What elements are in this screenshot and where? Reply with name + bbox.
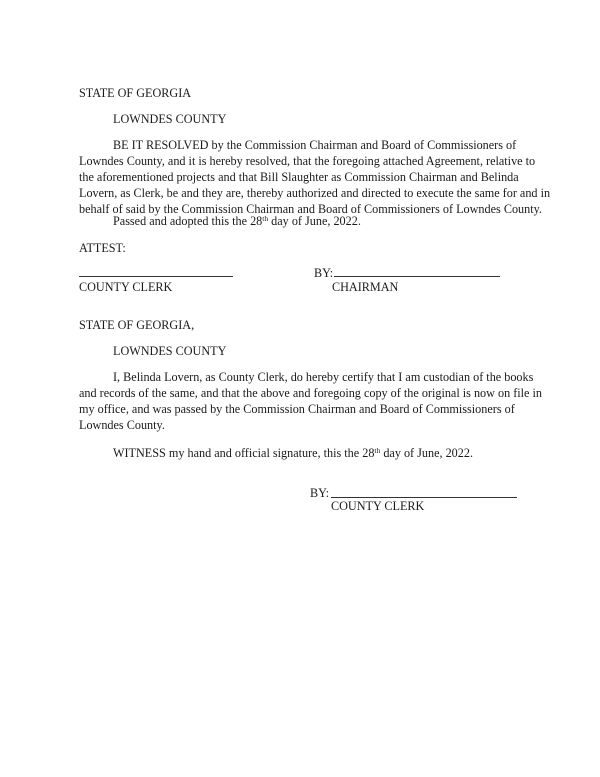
certification-paragraph — [79, 369, 542, 433]
certification-line: I, Belinda Lovern, as County Clerk, do hereby certify that I am custodian of the books — [113, 370, 534, 384]
passed-adopted-text: Passed and adopted this the 28th day of June, 2022. — [113, 214, 361, 228]
attest-label: ATTEST: — [79, 241, 126, 255]
resolution-line: BE IT RESOLVED by the Commission Chairman and Board of Commissioners of — [113, 138, 517, 152]
resolution-line: behalf of said by the Commission Chairman and Board of Commissioners of Lowndes County. — [79, 202, 542, 216]
state-heading: STATE OF GEORGIA — [79, 86, 192, 100]
certification-line: Lowndes County. — [79, 418, 165, 432]
county-heading-2: LOWNDES COUNTY — [113, 344, 227, 358]
by-label-2: BY: — [310, 486, 330, 500]
state-heading-2: STATE OF GEORGIA, — [79, 318, 195, 332]
county-clerk-signature-line — [79, 276, 233, 277]
certification-line: my office, and was passed by the Commission Chairman and Board of Commissioners of — [79, 402, 515, 416]
county-heading: LOWNDES COUNTY — [113, 112, 227, 126]
resolution-line: Lowndes County, and it is hereby resolved, that the foregoing attached Agreement, relative to — [79, 154, 536, 168]
chairman-label: CHAIRMAN — [332, 280, 399, 294]
certification-line: and records of the same, and that the above and foregoing copy of the original is now on file in — [79, 386, 542, 400]
witness-text: WITNESS my hand and official signature, this the 28th day of June, 2022. — [113, 446, 474, 460]
chairman-signature-line — [334, 276, 500, 277]
resolution-paragraph — [79, 137, 551, 217]
resolution-line: the aforementioned projects and that Bill Slaughter as Commission Chairman and Belinda — [79, 170, 519, 184]
resolution-line: Lovern, as Clerk, be and they are, thereby authorized and directed to execute the same for and in — [79, 186, 551, 200]
by-label: BY: — [314, 266, 334, 280]
county-clerk-label: COUNTY CLERK — [79, 280, 173, 294]
clerk-signature-line — [331, 497, 517, 498]
county-clerk-label-2: COUNTY CLERK — [331, 499, 425, 513]
